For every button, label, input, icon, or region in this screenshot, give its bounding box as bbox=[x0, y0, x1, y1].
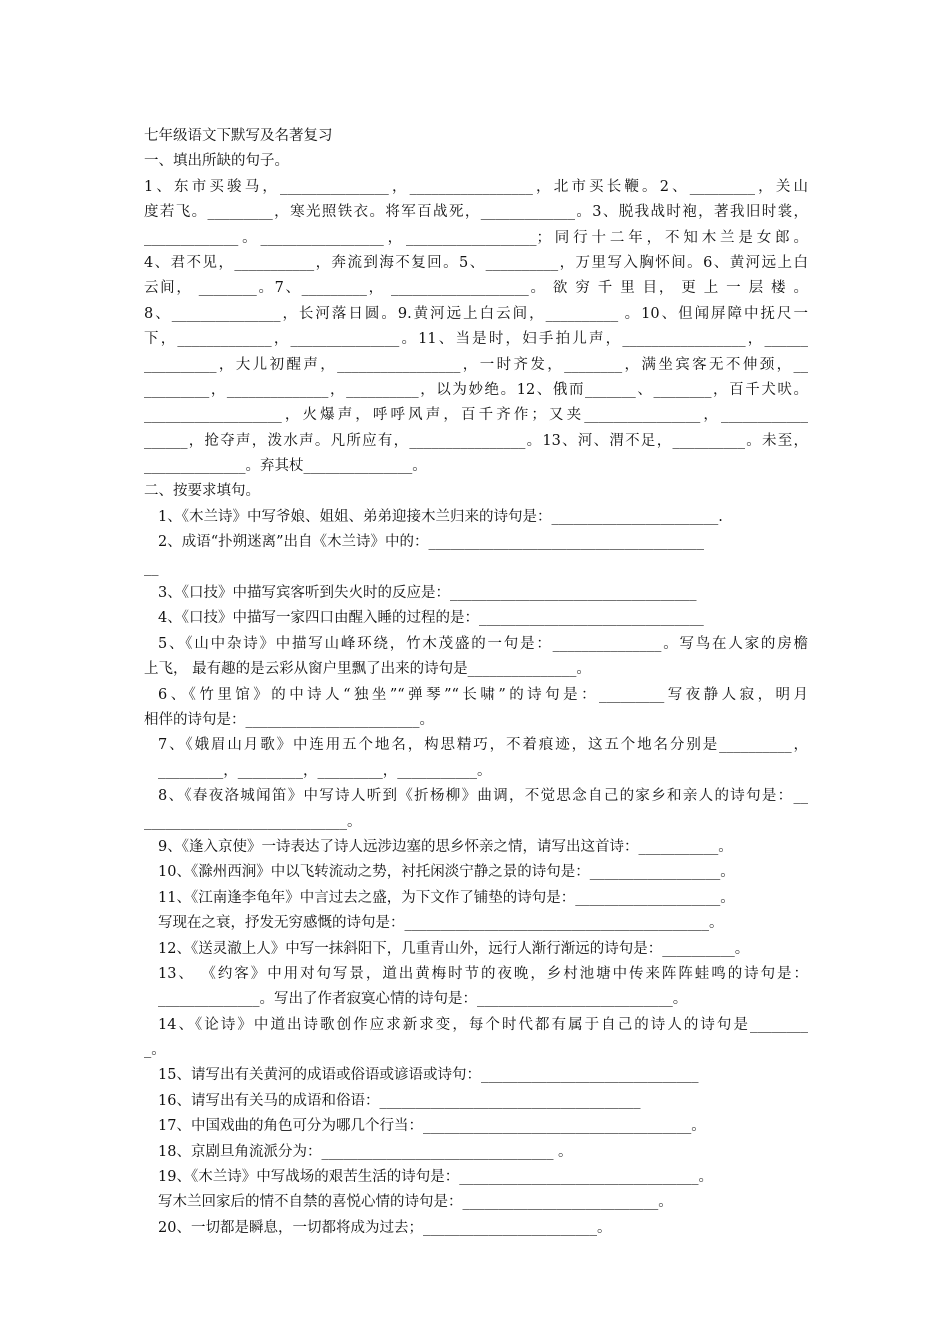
question-13-cont: ______________。写出了作者寂寞心情的诗句是：___________________________。 bbox=[158, 991, 688, 1008]
section-1-line: ______，抢夺声，泼水声。凡所应有，________________。13、河、渭不足，__________。未至， bbox=[144, 432, 808, 449]
question-7: 7、《娥眉山月歌》中连用五个地名，构思精巧，不着痕迹，这五个地名分别是__________， bbox=[158, 737, 808, 754]
question-5-cont: 上飞， 最有趣的是云彩从窗户里飘了出来的诗句是_______________。 bbox=[144, 661, 591, 678]
section-1-heading: 一、填出所缺的句子。 bbox=[144, 153, 289, 170]
question-3: 3、《口技》中描写宾客听到失火时的反应是：__________________________________ bbox=[158, 585, 697, 602]
question-8: 8、《春夜洛城闻笛》中写诗人听到《折杨柳》曲调，不觉思念自己的家乡和亲人的诗句是：__ bbox=[158, 788, 808, 805]
question-2: 2、成语“扑朔迷离”出自《木兰诗》中的：______________________________________ bbox=[158, 534, 705, 551]
document-title: 七年级语文下默写及名著复习 bbox=[144, 128, 333, 144]
section-1-line: _________，______________，__________，以为妙绝。12、俄而_______、________，百千犬吠。 bbox=[144, 381, 808, 398]
question-7-cont: _________，_________，_________，___________。 bbox=[158, 762, 492, 779]
question-4: 4、《口技》中描写一家四口由醒入睡的过程的是：_______________________________ bbox=[158, 610, 704, 627]
section-1-line: _____________。_________________，__________________；同行十二年，不知木兰是女郎。 bbox=[144, 229, 808, 246]
section-1-line: 云间， ________。7、_________， ___________________。 欲 穷 千 里 目， 更 上 一 层 楼 。 bbox=[144, 280, 808, 297]
question-11-cont: 写现在之衰，抒发无穷感慨的诗句是：__________________________________________。 bbox=[158, 915, 724, 932]
question-9: 9、《逢入京使》一诗表达了诗人远涉边塞的思乡怀亲之情，请写出这首诗：___________。 bbox=[158, 838, 733, 855]
question-6-cont: 相伴的诗句是：________________________。 bbox=[144, 711, 434, 728]
question-16: 16、请写出有关马的成语和俗语：____________________________________ bbox=[158, 1092, 641, 1109]
section-1-line: 下，_____________，_______________。11、当是时，妇手拍儿声，_________________，______ bbox=[144, 331, 808, 348]
section-1-line: __________，大儿初醒声，_________________，一时齐发，________，满坐宾客无不伸颈，__ bbox=[144, 356, 808, 373]
section-1-line: ______________。弃其杖_______________。 bbox=[144, 458, 427, 475]
question-13: 13、 《约客》中用对句写景，道出黄梅时节的夜晚，乡村池塘中传来阵阵蛙鸣的诗句是： bbox=[158, 965, 808, 982]
question-19: 19、《木兰诗》中写战场的艰苦生活的诗句是：_________________________________。 bbox=[158, 1169, 713, 1186]
section-2-heading: 二、按要求填句。 bbox=[144, 483, 260, 500]
section-1-line: ___________________，火爆声，呼呼风声，百千齐作；又夹________________，____________ bbox=[144, 407, 808, 424]
question-2-cont: __ bbox=[144, 559, 159, 576]
question-1: 1、《木兰诗》中写爷娘、姐姐、弟弟迎接木兰归来的诗句是：_______________________. bbox=[158, 508, 723, 525]
document-page bbox=[144, 124, 808, 1241]
question-18: 18、京剧旦角流派分为：________________________________ 。 bbox=[158, 1143, 573, 1160]
question-17: 17、中国戏曲的角色可分为哪几个行当：_____________________________________。 bbox=[158, 1118, 706, 1135]
section-1-line: 度若飞。_________，寒光照铁衣。将军百战死，_____________。3、脱我战时袍，著我旧时裳， bbox=[144, 204, 808, 221]
question-12: 12、《送灵澈上人》中写一抹斜阳下，几重青山外，远行人渐行渐远的诗句是：__________。 bbox=[158, 940, 750, 957]
question-14: 14、《论诗》中道出诗歌创作应求新求变，每个时代都有属于自己的诗人的诗句是________ bbox=[158, 1016, 808, 1033]
question-6: 6、《竹里馆》的中诗人“独坐”“弹琴”“长啸”的诗句是：_________写夜静人寂，明月 bbox=[158, 686, 808, 703]
question-10: 10、《滁州西涧》中以飞转流动之势，衬托闲淡宁静之景的诗句是：__________________。 bbox=[158, 864, 735, 881]
section-1-line: 8、_______________，长河落日圆。9.黄河远上白云间，__________ 。10、但闻屏障中抚尺一 bbox=[144, 305, 808, 322]
question-15: 15、请写出有关黄河的成语或俗语或谚语或诗句：______________________________ bbox=[158, 1067, 699, 1084]
section-1-line: 4、君不见，___________，奔流到海不复回。5、__________，万里写入胸怀间。6、黄河远上白 bbox=[144, 254, 808, 271]
section-1-line: 1、东市买骏马，_______________，_________________，北市买长鞭。2、_________，关山 bbox=[144, 178, 808, 195]
question-11: 11、《江南逢李龟年》中言过去之盛，为下文作了铺垫的诗句是：____________________。 bbox=[158, 889, 735, 906]
question-5: 5、《山中杂诗》中描写山峰环绕，竹木茂盛的一句是：_______________。写鸟在人家的房檐 bbox=[158, 635, 808, 652]
question-19-cont: 写木兰回家后的情不自禁的喜悦心情的诗句是：___________________________。 bbox=[158, 1194, 673, 1211]
question-8-cont: ____________________________。 bbox=[144, 813, 362, 830]
question-14-cont: _。 bbox=[144, 1042, 166, 1059]
question-20: 20、一切都是瞬息，一切都将成为过去；________________________。 bbox=[158, 1219, 612, 1236]
